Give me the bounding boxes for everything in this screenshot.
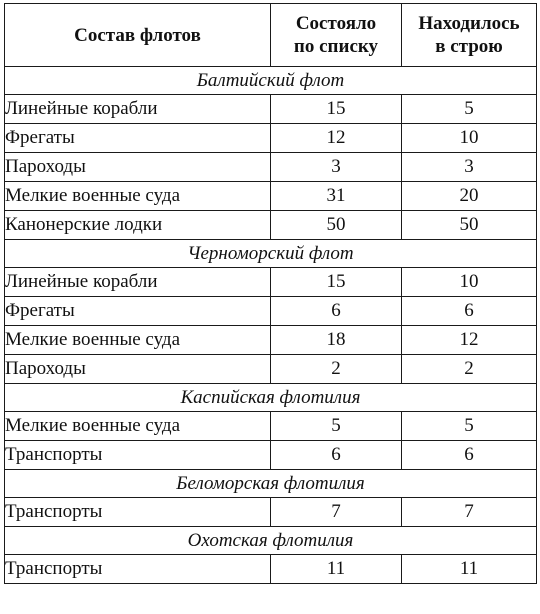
vessel-type-cell: Пароходы <box>5 153 271 182</box>
vessel-type-cell: Канонерские лодки <box>5 211 271 240</box>
section-row <box>5 527 537 555</box>
vessel-type-cell: Мелкие военные суда <box>5 326 271 355</box>
vessel-type-cell: Линейные корабли <box>5 95 271 124</box>
table-row <box>5 124 537 153</box>
section-row <box>5 67 537 95</box>
section-row <box>5 384 537 412</box>
listed-count-cell: 15 <box>271 95 402 124</box>
header-listed-line1: Состояло <box>295 13 377 34</box>
active-count-cell: 5 <box>402 412 537 441</box>
header-listed <box>271 4 402 67</box>
active-count-cell: 12 <box>402 326 537 355</box>
header-active <box>402 4 537 67</box>
section-title: Каспийская флотилия <box>5 384 537 412</box>
header-active-line1: Находилось <box>418 13 520 34</box>
active-count-cell: 6 <box>402 297 537 326</box>
vessel-type-cell: Фрегаты <box>5 124 271 153</box>
vessel-type-cell: Мелкие военные суда <box>5 182 271 211</box>
table-header-row <box>5 4 537 67</box>
table-row <box>5 95 537 124</box>
vessel-type-cell: Транспорты <box>5 498 271 527</box>
table-row <box>5 441 537 470</box>
header-active-line2: в строю <box>435 36 503 57</box>
table-row <box>5 153 537 182</box>
vessel-type-cell: Транспорты <box>5 441 271 470</box>
table-row <box>5 268 537 297</box>
listed-count-cell: 6 <box>271 441 402 470</box>
listed-count-cell: 11 <box>271 555 402 584</box>
table-row <box>5 326 537 355</box>
vessel-type-cell: Линейные корабли <box>5 268 271 297</box>
table-row <box>5 355 537 384</box>
active-count-cell: 6 <box>402 441 537 470</box>
active-count-cell: 3 <box>402 153 537 182</box>
table-row <box>5 211 537 240</box>
listed-count-cell: 50 <box>271 211 402 240</box>
listed-count-cell: 5 <box>271 412 402 441</box>
active-count-cell: 2 <box>402 355 537 384</box>
table-row <box>5 498 537 527</box>
active-count-cell: 20 <box>402 182 537 211</box>
fleet-composition-table <box>4 3 537 584</box>
vessel-type-cell: Фрегаты <box>5 297 271 326</box>
header-fleet-composition <box>5 4 271 67</box>
header-listed-line2: по списку <box>293 36 379 57</box>
listed-count-cell: 3 <box>271 153 402 182</box>
active-count-cell: 11 <box>402 555 537 584</box>
section-row <box>5 470 537 498</box>
active-count-cell: 10 <box>402 124 537 153</box>
active-count-cell: 50 <box>402 211 537 240</box>
vessel-type-cell: Мелкие военные суда <box>5 412 271 441</box>
listed-count-cell: 6 <box>271 297 402 326</box>
active-count-cell: 7 <box>402 498 537 527</box>
listed-count-cell: 18 <box>271 326 402 355</box>
table-row <box>5 182 537 211</box>
active-count-cell: 10 <box>402 268 537 297</box>
section-title: Балтийский флот <box>5 67 537 95</box>
table-body <box>5 4 537 584</box>
section-row <box>5 240 537 268</box>
vessel-type-cell: Транспорты <box>5 555 271 584</box>
table-row <box>5 297 537 326</box>
table-row <box>5 412 537 441</box>
listed-count-cell: 15 <box>271 268 402 297</box>
table-row <box>5 555 537 584</box>
section-title: Беломорская флотилия <box>5 470 537 498</box>
header-fleet-composition-label: Состав флотов <box>74 24 201 46</box>
listed-count-cell: 31 <box>271 182 402 211</box>
section-title: Черноморский флот <box>5 240 537 268</box>
section-title: Охотская флотилия <box>5 527 537 555</box>
vessel-type-cell: Пароходы <box>5 355 271 384</box>
listed-count-cell: 2 <box>271 355 402 384</box>
listed-count-cell: 12 <box>271 124 402 153</box>
listed-count-cell: 7 <box>271 498 402 527</box>
active-count-cell: 5 <box>402 95 537 124</box>
